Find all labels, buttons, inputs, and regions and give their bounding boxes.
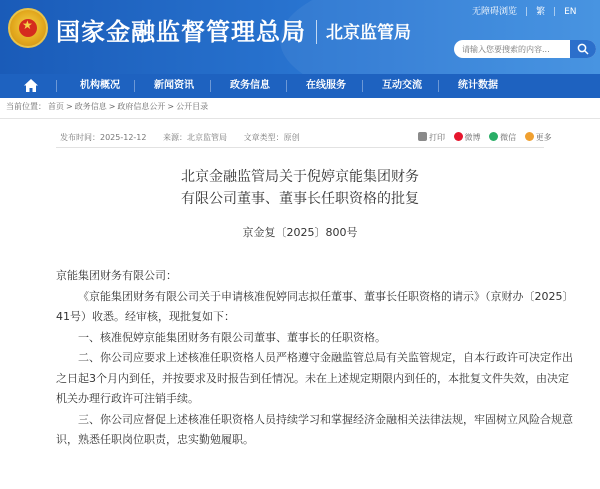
meta-divider bbox=[56, 147, 544, 148]
traditional-chinese-link[interactable]: 繁 bbox=[536, 7, 546, 17]
nav-divider bbox=[56, 80, 57, 92]
printer-icon bbox=[418, 132, 427, 141]
wechat-share-button[interactable] bbox=[489, 133, 516, 142]
document-number: 京金复〔2025〕800号 bbox=[242, 226, 358, 239]
more-share-button[interactable] bbox=[525, 133, 552, 142]
nav-divider bbox=[134, 80, 135, 92]
breadcrumb bbox=[6, 101, 210, 112]
main-nav bbox=[0, 74, 600, 98]
search-input[interactable] bbox=[462, 40, 572, 58]
paragraph-request: 《京能集团财务有限公司关于申请核准倪婷同志拟任董事、董事长任职资格的请示》（京财办〔2025〕41号）收悉。经审核，现批复如下： bbox=[56, 289, 574, 323]
breadcrumb-item-disclosure[interactable]: 政府信息公开 bbox=[117, 102, 166, 111]
nav-divider bbox=[362, 80, 363, 92]
english-link[interactable]: EN bbox=[564, 7, 577, 17]
more-label: 更多 bbox=[535, 133, 552, 142]
top-links bbox=[472, 4, 577, 17]
search-icon bbox=[577, 43, 589, 55]
publish-time: 发布时间：2025-12-12 bbox=[60, 133, 147, 142]
salutation: 京能集团财务有限公司： bbox=[56, 269, 177, 282]
national-emblem-icon[interactable] bbox=[8, 8, 48, 48]
wechat-icon bbox=[489, 132, 498, 141]
breadcrumb-item-catalog[interactable]: 公开目录 bbox=[176, 102, 209, 111]
article-meta bbox=[60, 132, 314, 143]
article-title-line-2: 有限公司董事、董事长任职资格的批复 bbox=[181, 191, 419, 207]
site-title[interactable]: 国家金融监督管理总局 bbox=[56, 18, 306, 46]
article-title-line-1: 北京金融监管局关于倪婷京能集团财务 bbox=[181, 169, 419, 185]
site-header bbox=[0, 0, 600, 74]
link-separator: | bbox=[553, 7, 557, 17]
breadcrumb-separator: > bbox=[108, 102, 116, 111]
weibo-share-button[interactable] bbox=[454, 133, 481, 142]
search-button[interactable] bbox=[570, 40, 596, 58]
emblem-star-icon: ★ bbox=[22, 18, 33, 32]
breadcrumb-separator: > bbox=[66, 102, 73, 111]
nav-item-interaction[interactable]: 互动交流 bbox=[382, 80, 422, 91]
paragraph-supervision: 三、你公司应督促上述核准任职资格人员持续学习和掌握经济金融相关法律法规，牢固树立风险合规意识，熟悉任职岗位职责，忠实勤勉履职。 bbox=[56, 412, 573, 446]
search-box bbox=[454, 40, 596, 58]
nav-item-news[interactable]: 新闻资讯 bbox=[154, 80, 194, 91]
share-toolbar bbox=[418, 132, 558, 143]
more-icon bbox=[525, 132, 534, 141]
weibo-label: 微博 bbox=[464, 133, 481, 142]
nav-divider bbox=[286, 80, 287, 92]
nav-item-online-service[interactable]: 在线服务 bbox=[306, 80, 346, 91]
paragraph-approval: 一、核准倪婷京能集团财务有限公司董事、董事长的任职资格。 bbox=[78, 330, 386, 344]
bureau-title[interactable]: 北京监管局 bbox=[326, 23, 411, 43]
weibo-icon bbox=[454, 132, 463, 141]
breadcrumb-item-government-info[interactable]: 政务信息 bbox=[74, 102, 107, 111]
breadcrumb-item-home[interactable]: 首页 bbox=[48, 102, 64, 111]
title-divider bbox=[316, 20, 317, 44]
home-icon[interactable] bbox=[22, 77, 40, 95]
nav-item-about[interactable]: 机构概况 bbox=[80, 80, 120, 91]
nav-divider bbox=[210, 80, 211, 92]
article-source: 来源：北京监管局 bbox=[163, 133, 228, 142]
article-body bbox=[56, 266, 578, 451]
accessibility-link[interactable]: 无障碍浏览 bbox=[472, 7, 518, 17]
breadcrumb-separator: > bbox=[167, 102, 175, 111]
article-title bbox=[0, 166, 600, 210]
link-separator: | bbox=[525, 7, 529, 17]
nav-divider bbox=[438, 80, 439, 92]
paragraph-requirements: 二、你公司应要求上述核准任职资格人员严格遵守金融监管总局有关监管规定，自本行政许可决定作出之日起3个月内到任，并按要求及时报告到任情况。未在上述规定期限内到任的，本批复文件失效，由决定机关办理行政许可注销手续。 bbox=[56, 351, 573, 405]
breadcrumb-prefix: 当前位置： bbox=[6, 102, 46, 111]
print-label: 打印 bbox=[429, 133, 445, 142]
nav-item-government-info[interactable]: 政务信息 bbox=[230, 80, 270, 91]
nav-item-statistics[interactable]: 统计数据 bbox=[458, 80, 498, 91]
wechat-label: 微信 bbox=[500, 133, 517, 142]
article-type: 文章类型：原创 bbox=[243, 133, 300, 142]
print-button[interactable] bbox=[418, 133, 445, 142]
